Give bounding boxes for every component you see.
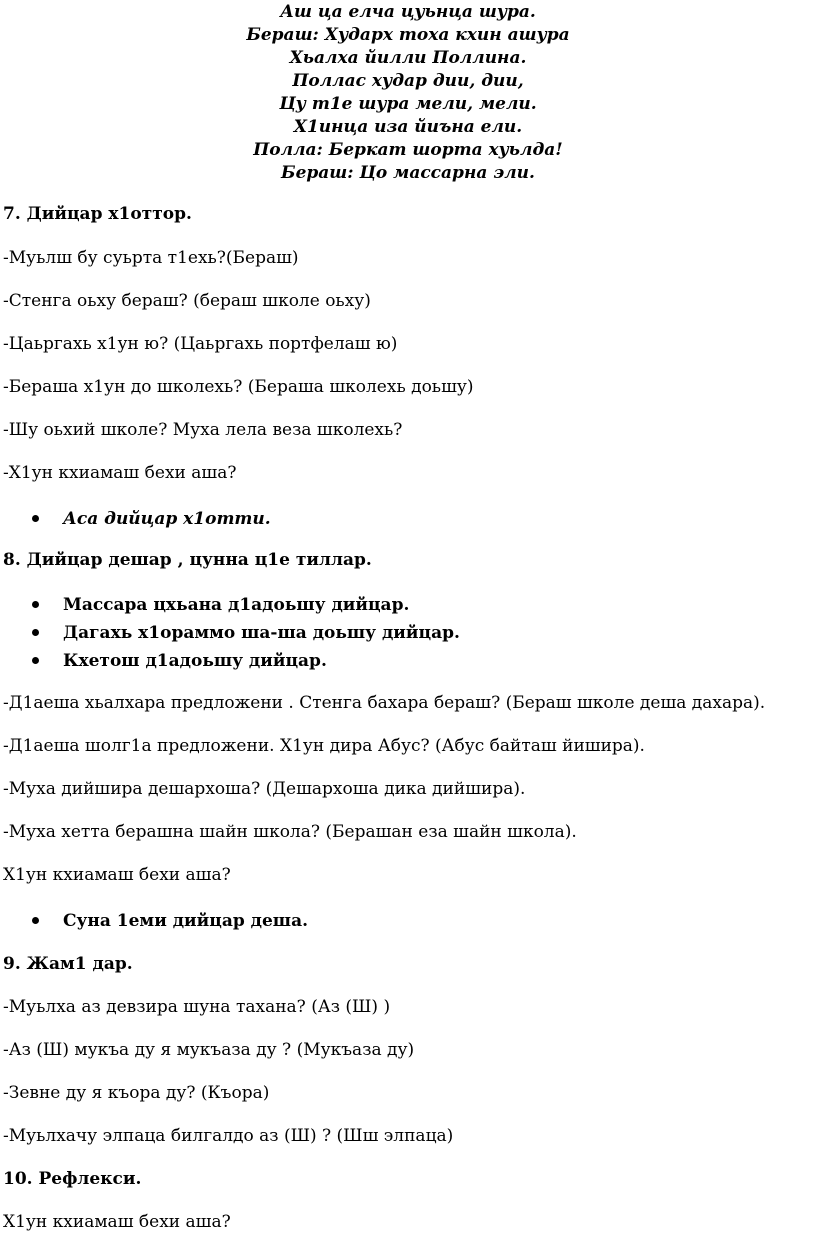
question-line: -Аз (Ш) мукъа ду я мукъаза ду ? (Мукъаза ду): [3, 1040, 415, 1060]
question-line: -Д1аеша хьалхара предложени . Стенга бахара бераш? (Бераш школе деша дахара).: [3, 693, 766, 713]
poem-line: Аш ца елча цуьнца шура.: [280, 2, 536, 22]
question-line: -Муха дийшира дешархоша? (Дешархоша дика дийшира).: [3, 779, 526, 799]
question-line: -Муьлхачу элпаца билгалдо аз (Ш) ? (Шш элпаца): [3, 1126, 454, 1146]
question-line: -Стенга оьху бераш? (бераш школе оьху): [3, 291, 371, 311]
bullet-item: Аса дийцар х1отти.: [63, 509, 271, 529]
poem-line: Бераш: Цо массарна эли.: [281, 163, 535, 183]
poem-line: Полла: Беркат шорта хуьлда!: [253, 140, 563, 160]
question-line: -Муьлш бу суьрта т1ехь?(Бераш): [3, 248, 299, 268]
question-line: -Шу оьхий школе? Муха лела веза школехь?: [3, 420, 403, 440]
bullet-icon: [32, 917, 39, 924]
question-line: -Муха хетта берашна шайн школа? (Берашан еза шайн школа).: [3, 822, 577, 842]
poem-line: Поллас худар дии, дии,: [292, 71, 524, 91]
question-line: -Муьлха аз девзира шуна тахана? (Аз (Ш) ): [3, 997, 391, 1017]
bullet-item: Массара цхьана д1адоьшу дийцар.: [63, 595, 410, 615]
question-line: -Д1аеша шолг1а предложени. Х1ун дира Абус? (Абус байташ йишира).: [3, 736, 645, 756]
bullet-item: Кхетош д1адоьшу дийцар.: [63, 651, 327, 671]
section-9-heading: 9. Жам1 дар.: [3, 954, 133, 974]
question-line: -Х1ун кхиамаш бехи аша?: [3, 463, 237, 483]
poem-line: Цу т1е шура мели, мели.: [279, 94, 537, 114]
poem-line: Бераш: Хударх тоха кхин ашура: [246, 25, 570, 45]
question-line: Х1ун кхиамаш бехи аша?: [3, 865, 231, 885]
poem-line: Хьалха йилли Поллина.: [289, 48, 527, 68]
question-line: -Цаьргахь х1ун ю? (Цаьргахь портфелаш ю): [3, 334, 398, 354]
section-10-heading: 10. Рефлекси.: [3, 1169, 142, 1189]
section-8-heading: 8. Дийцар дешар , цунна ц1е тиллар.: [3, 550, 372, 570]
question-line: Х1ун кхиамаш бехи аша?: [3, 1212, 231, 1232]
question-line: -Бераша х1ун до школехь? (Бераша школехь доьшу): [3, 377, 474, 397]
bullet-icon: [32, 515, 39, 522]
bullet-item: Суна 1еми дийцар деша.: [63, 911, 309, 931]
bullet-icon: [32, 629, 39, 636]
bullet-icon: [32, 657, 39, 664]
bullet-icon: [32, 601, 39, 608]
section-7-heading: 7. Дийцар х1оттор.: [3, 204, 192, 224]
bullet-item: Дагахь х1ораммо ша-ша доьшу дийцар.: [63, 623, 460, 643]
question-line: -Зевне ду я къора ду? (Къора): [3, 1083, 270, 1103]
poem-line: Х1инца иза йиъна ели.: [293, 117, 523, 137]
